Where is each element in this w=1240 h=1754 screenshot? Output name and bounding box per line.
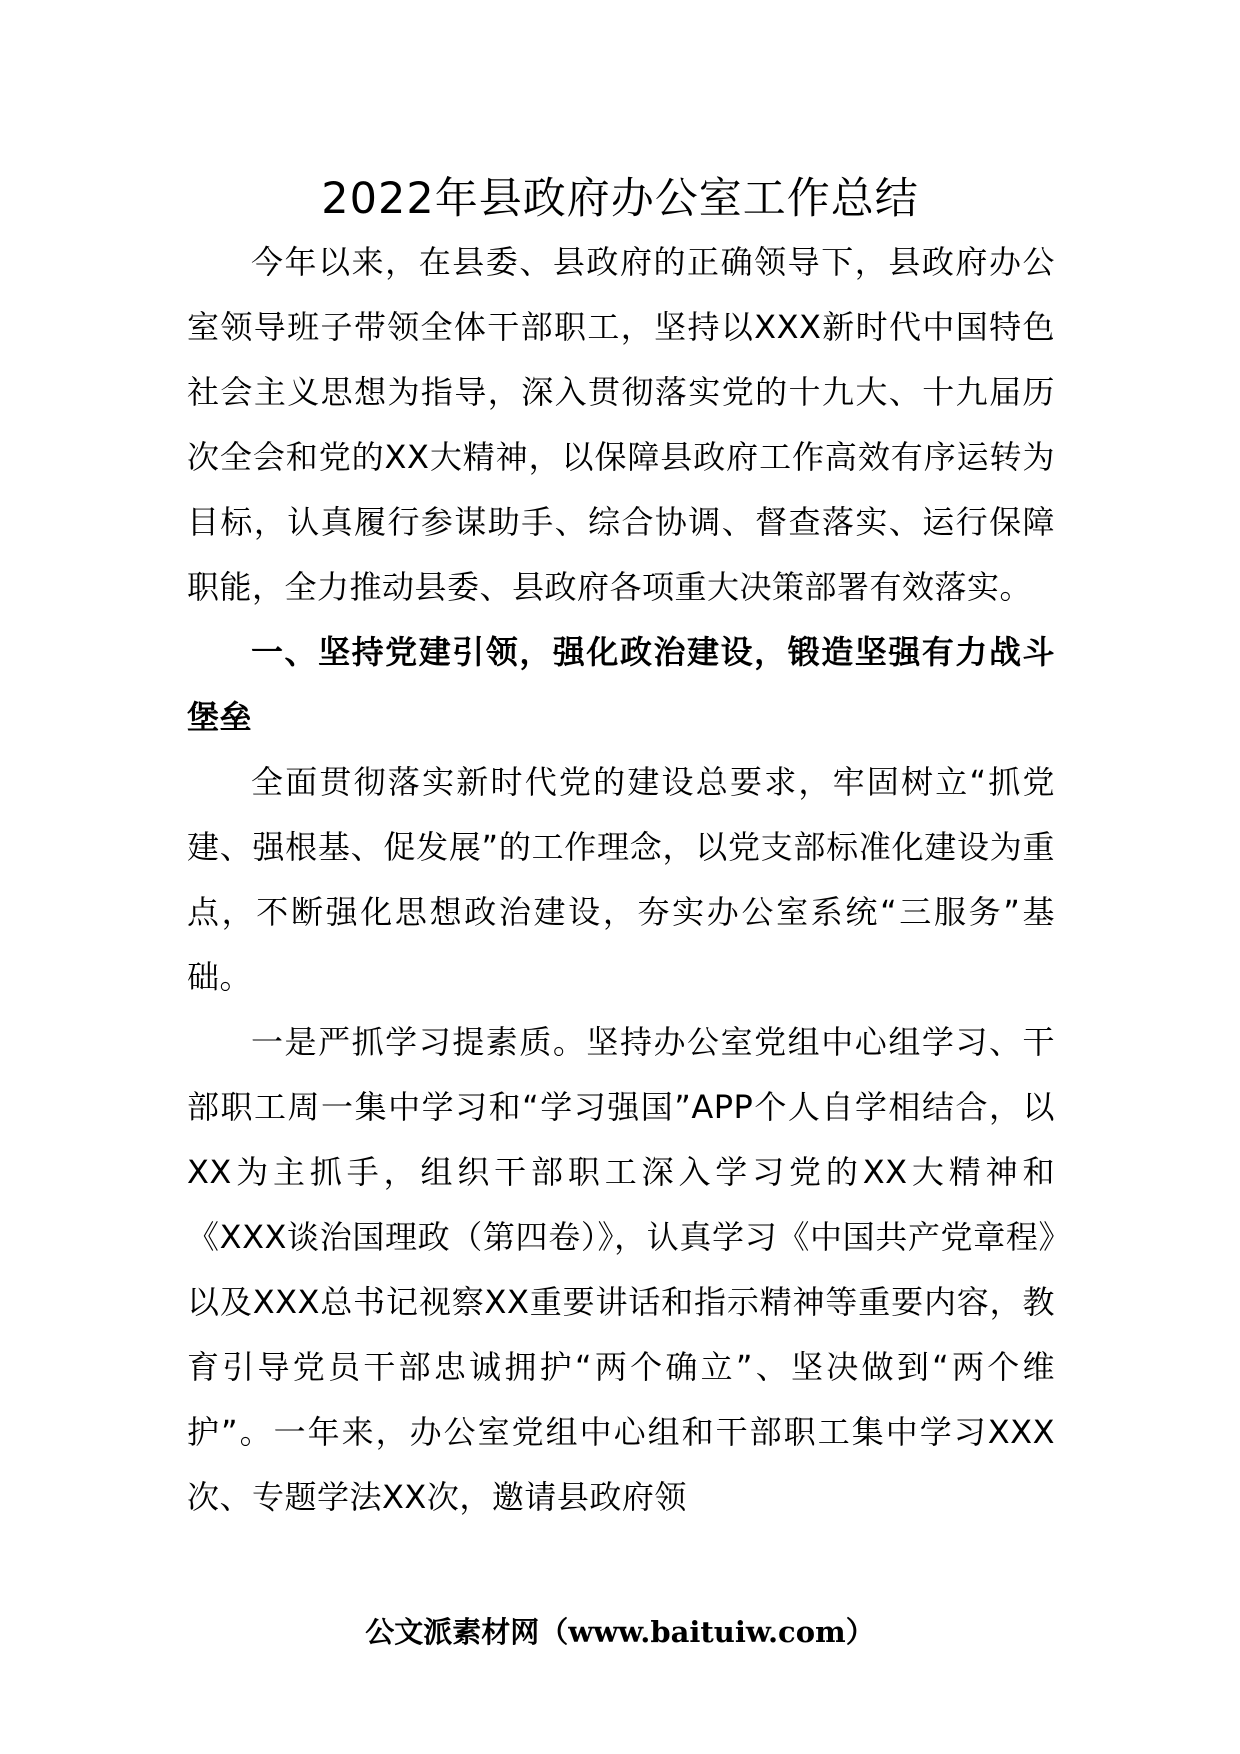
study-paragraph: 一是严抓学习提素质。坚持办公室党组中心组学习、干部职工周一集中学习和“学习强国”APP个人自学相结合，以XX为主抓手，组织干部职工深入学习党的XX大精神和《XXX谈治国理政（第四卷）》，认真学习《中国共产党章程》以及XXX总书记视察XX重要讲话和指示精神等重要内容，教育引导党员干部忠诚拥护“两个确立”、坚决做到“两个维护”。一年来，办公室党组中心组和干部职工集中学习XXX次、专题学法XX次，邀请县政府领 [187, 1023, 1055, 1516]
document-body [187, 230, 1055, 1530]
intro-paragraph: 今年以来，在县委、县政府的正确领导下，县政府办公室领导班子带领全体干部职工，坚持以XXX新时代中国特色社会主义思想为指导，深入贯彻落实党的十九大、十九届历次全会和党的XX大精神，以保障县政府工作高效有序运转为目标，认真履行参谋助手、综合协调、督查落实、运行保障职能，全力推动县委、县政府各项重大决策部署有效落实。 [187, 243, 1055, 606]
section-heading: 一、坚持党建引领，强化政治建设，锻造坚强有力战斗堡垒 [187, 633, 1055, 736]
footer-watermark: 公文派素材网（www.baituiw.com） [365, 1615, 875, 1649]
document-title: 2022年县政府办公室工作总结 [321, 174, 919, 224]
section-paragraph: 全面贯彻落实新时代党的建设总要求，牢固树立“抓党建、强根基、促发展”的工作理念，以党支部标准化建设为重点，不断强化思想政治建设，夯实办公室系统“三服务”基础。 [187, 763, 1055, 996]
